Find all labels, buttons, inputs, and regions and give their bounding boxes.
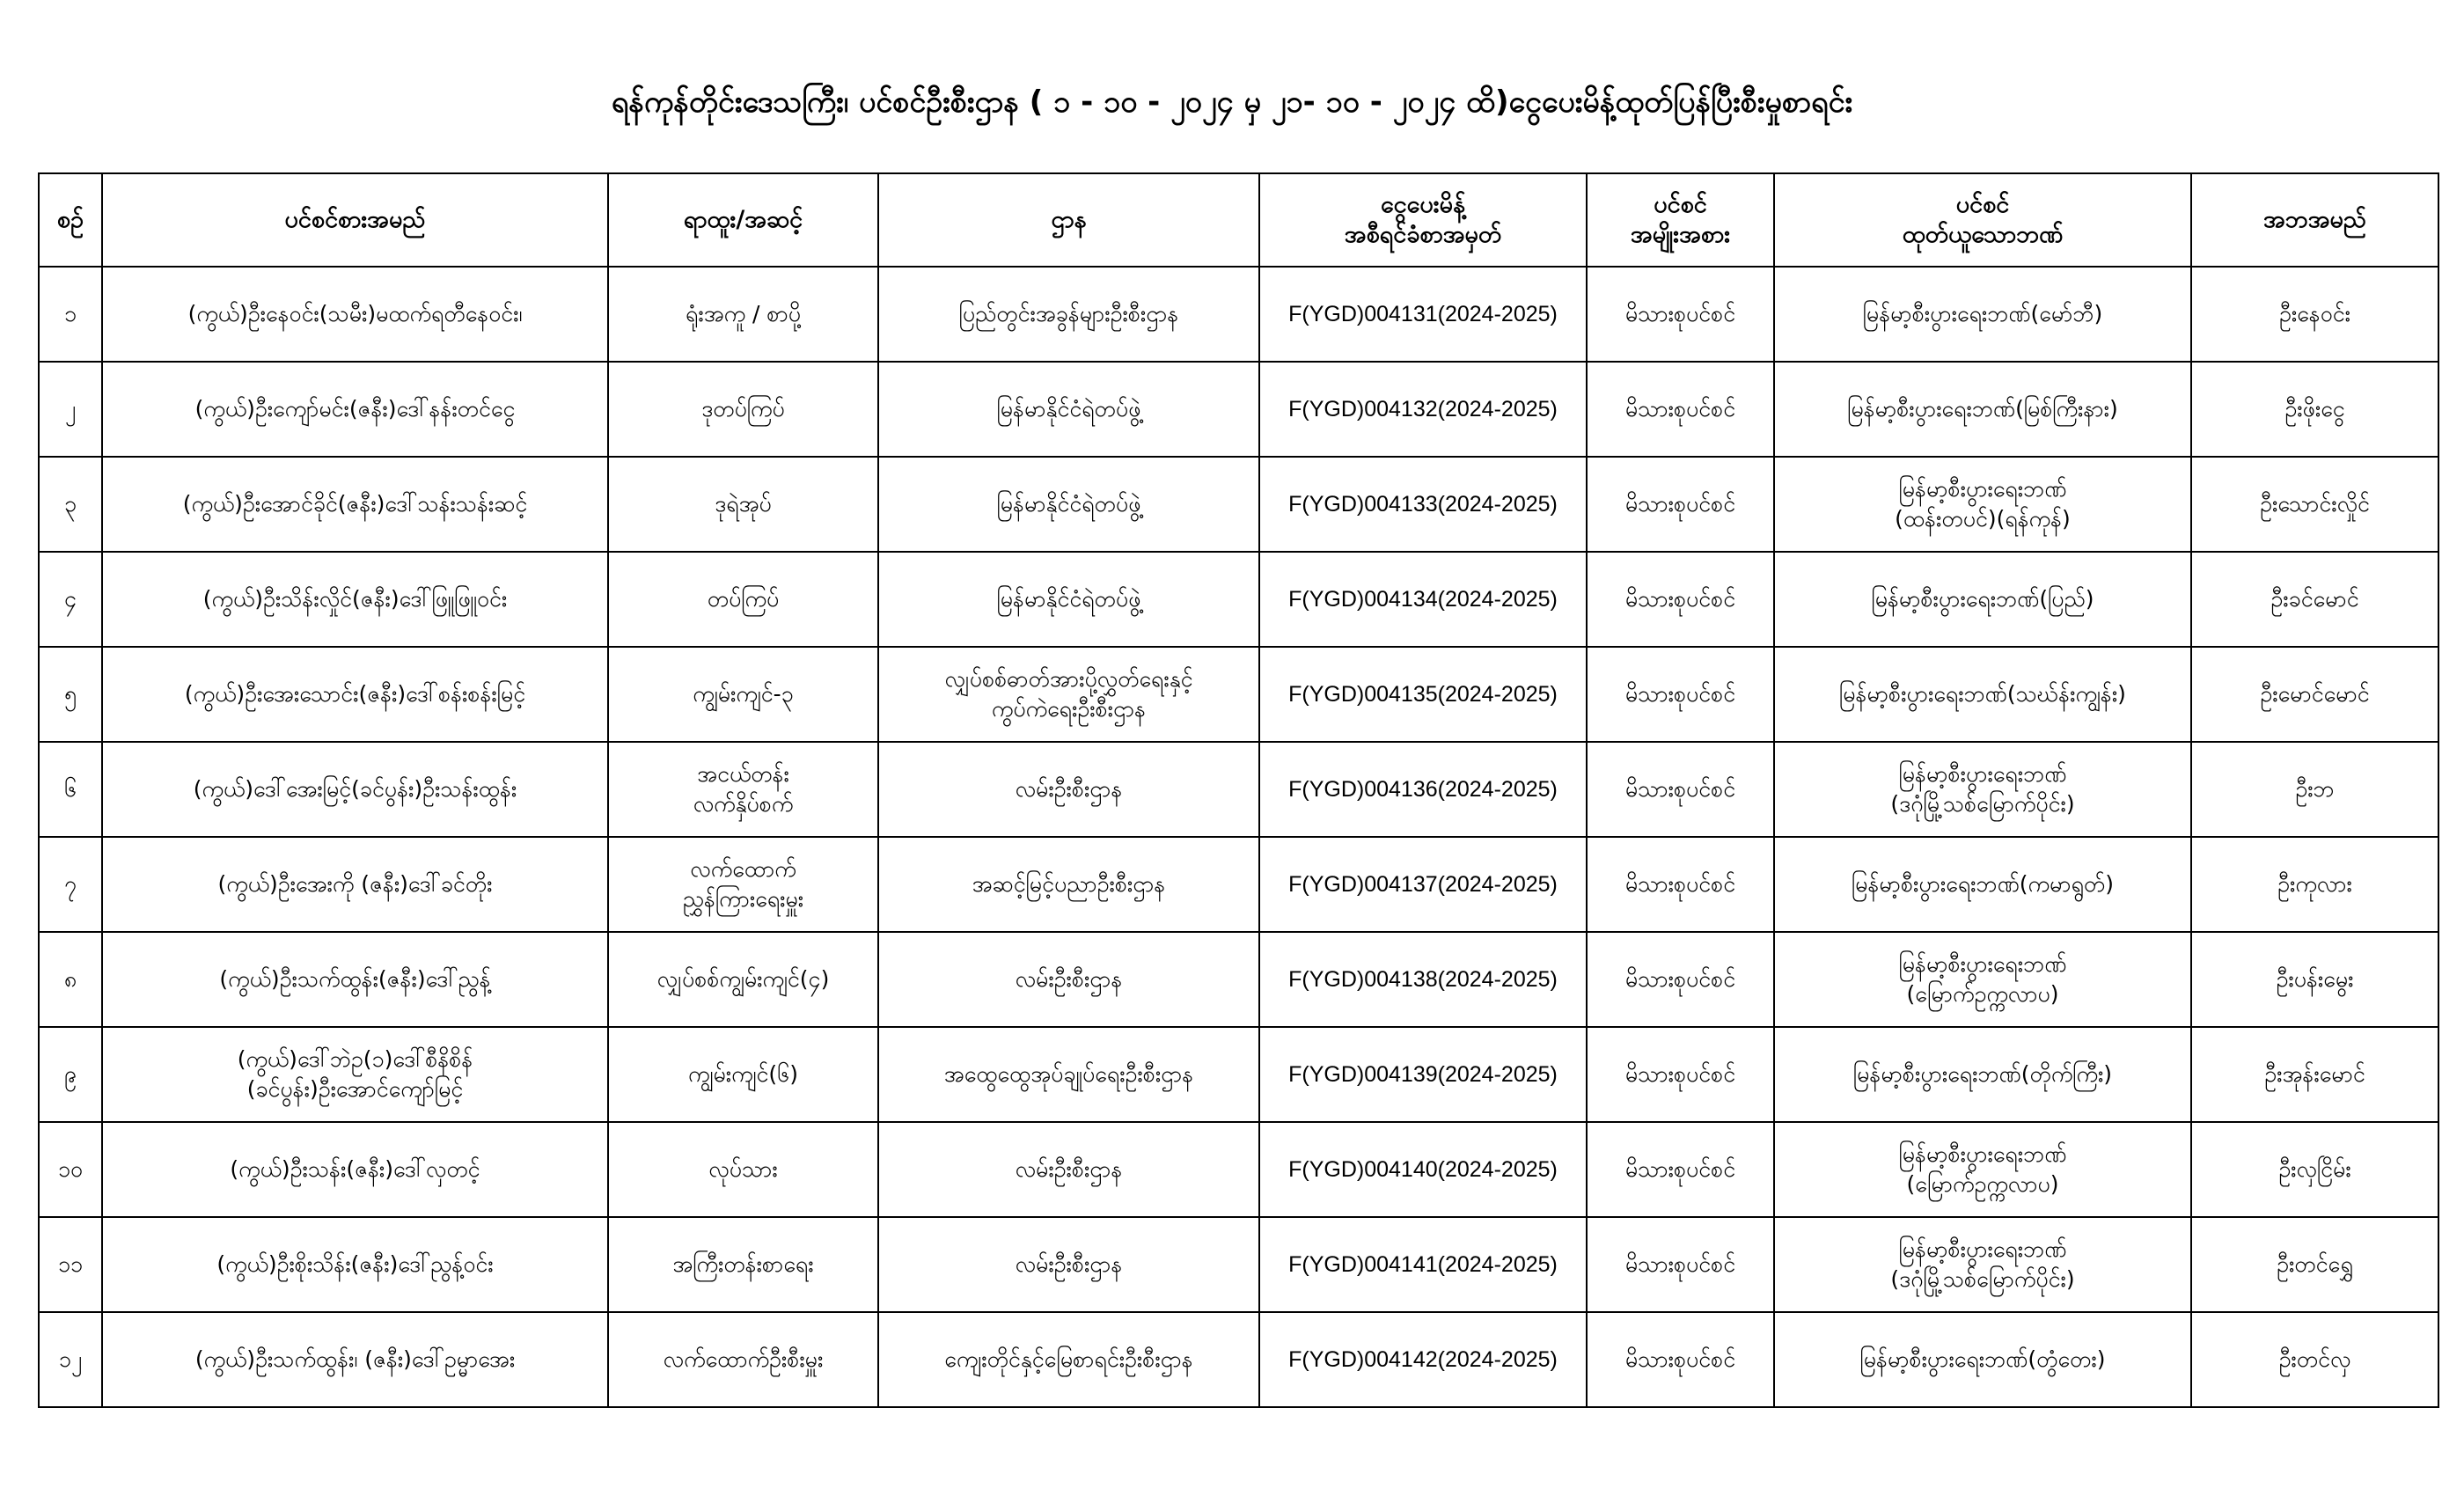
pensioner-name-cell [102,457,608,552]
department-cell [878,1122,1259,1217]
header-order-number-line2: အစီရင်ခံစာအမှတ် [1344,221,1502,248]
pensioner-name-cell [102,1122,608,1217]
department-cell-line1: လမ်းဦးစီးဌာန [1015,776,1123,802]
rank-cell [608,1217,878,1312]
bank-cell [1774,742,2191,837]
bank-cell-line2: (ထန်းတပင်)(ရန်ကုန်) [1895,506,2071,532]
department-cell [878,362,1259,457]
pension-type-cell [1587,837,1774,932]
serial-number-cell [39,1312,102,1407]
order-number-cell-line1: F(YGD)004141(2024-2025) [1288,1252,1558,1277]
bank-cell [1774,1217,2191,1312]
serial-number-cell-line1: ၁၂ [58,1346,83,1372]
serial-number-cell [39,267,102,362]
pension-type-cell [1587,1312,1774,1407]
department-cell [878,742,1259,837]
rank-cell [608,1312,878,1407]
serial-number-cell-line1: ၈ [63,966,77,992]
pension-type-cell [1587,362,1774,457]
department-cell-line1: မြန်မာနိုင်ငံရဲတပ်ဖွဲ့ [996,586,1141,612]
header-bank [1774,173,2191,267]
department-cell [878,837,1259,932]
serial-number-cell [39,1027,102,1122]
rank-cell [608,932,878,1027]
serial-number-cell-line1: ၉ [63,1061,77,1087]
bank-cell-line1: မြန်မာ့စီးပွားရေးဘဏ်(ပြည်) [1871,586,2094,612]
table-row [39,1312,2438,1407]
father-name-cell [2191,267,2438,362]
table-body [39,267,2438,1407]
header-bank-line1: ပင်စင် [1955,191,2010,218]
bank-cell-line2: (မြောက်ဥက္ကလာပ) [1906,1171,2059,1197]
rank-cell-line1: တပ်ကြပ် [707,586,780,612]
pensioner-name-cell [102,1027,608,1122]
pension-type-cell-line1: မိသားစုပင်စင် [1624,1251,1736,1277]
department-cell [878,1312,1259,1407]
department-cell [878,647,1259,742]
pensioner-name-cell [102,932,608,1027]
pensioner-name-cell [102,647,608,742]
rank-cell [608,1122,878,1217]
rank-cell-line2: လက်နှိပ်စက် [693,791,794,817]
bank-cell-line1: မြန်မာ့စီးပွားရေးဘဏ် [1898,951,2067,977]
pensioner-name-cell-line1: (ကွယ်)ဦးနေဝင်း(သမီး)မထက်ရတီနေဝင်း၊ [187,301,523,326]
order-number-cell-line1: F(YGD)004140(2024-2025) [1288,1157,1558,1182]
serial-number-cell-line1: ၁၀ [57,1156,84,1182]
serial-number-cell-line1: ၁၁ [57,1251,84,1277]
father-name-cell [2191,362,2438,457]
order-number-cell [1259,457,1587,552]
table-row [39,837,2438,932]
bank-cell-line2: (မြောက်ဥက္ကလာပ) [1906,981,2059,1007]
rank-cell [608,457,878,552]
father-name-cell-line1: ဦးနေဝင်း [2279,301,2350,326]
pension-type-cell-line1: မိသားစုပင်စင် [1624,396,1736,422]
pensioner-name-cell-line1: (ကွယ်)ဦးကျော်မင်း(ဇနီး)ဒေါ်နန်းတင်ငွေ [194,396,516,422]
father-name-cell-line1: ဦးလှငြိမ်း [2278,1156,2351,1182]
pensioner-name-cell-line1: (ကွယ်)ဦးသိန်းလှိုင်(ဇနီး)ဒေါ်ဖြူဖြူဝင်း [202,586,508,612]
header-department [878,173,1259,267]
order-number-cell-line1: F(YGD)004139(2024-2025) [1288,1062,1558,1087]
pension-type-cell-line1: မိသားစုပင်စင် [1624,1156,1736,1182]
header-order-number [1259,173,1587,267]
pension-type-cell [1587,1217,1774,1312]
father-name-cell-line1: ဦးတင်လှ [2278,1346,2351,1372]
serial-number-cell [39,1217,102,1312]
pension-type-cell [1587,647,1774,742]
order-number-cell-line1: F(YGD)004132(2024-2025) [1288,397,1558,422]
serial-number-cell [39,742,102,837]
department-cell-line2: ကွပ်ကဲရေးဦးစီးဌာန [991,696,1147,722]
pensioner-name-cell [102,267,608,362]
father-name-cell-line1: ဦးသောင်းလှိုင် [2260,491,2370,517]
order-number-cell [1259,647,1587,742]
pensioner-name-cell-line1: (ကွယ်)ဦးအေးကို (ဇနီး)ဒေါ်ခင်တိုး [217,871,493,897]
father-name-cell-line1: ဦးအုန်းမောင် [2264,1061,2365,1087]
pension-type-cell [1587,552,1774,647]
department-cell-line1: အဆင့်မြင့်ပညာဦးစီးဌာန [972,871,1166,897]
order-number-cell-line1: F(YGD)004134(2024-2025) [1288,587,1558,612]
header-serial-label: စဉ် [56,206,84,233]
header-department-label: ဌာန [1051,206,1087,233]
bank-cell-line1: မြန်မာ့စီးပွားရေးဘဏ်(မြစ်ကြီးနား) [1847,396,2118,422]
order-number-cell-line1: F(YGD)004138(2024-2025) [1288,967,1558,992]
order-number-cell [1259,742,1587,837]
header-pensioner-name [102,173,608,267]
department-cell-line1: အထွေထွေအုပ်ချုပ်ရေးဦးစီးဌာန [943,1061,1194,1087]
order-number-cell-line1: F(YGD)004131(2024-2025) [1288,302,1558,326]
father-name-cell [2191,552,2438,647]
serial-number-cell-line1: ၆ [63,776,77,802]
bank-cell-line1: မြန်မာ့စီးပွားရေးဘဏ်(တိုက်ကြီး) [1852,1061,2113,1087]
page-title: ရန်ကုန်တိုင်းဒေသကြီး၊ ပင်စင်ဦးစီးဌာန ( ၁ - ၁၀ - ၂၀၂၄ မှ ၂၁- ၁၀ - ၂၀၂၄ ထိ)ငွေပေးမိန့်ထုတ်ပြန်ပြီးစီးမှုစာရင်း [611,84,1853,120]
rank-cell [608,837,878,932]
department-cell [878,932,1259,1027]
pension-type-cell-line1: မိသားစုပင်စင် [1624,301,1736,326]
father-name-cell-line1: ဦးပန်းမွေး [2276,966,2354,992]
department-cell-line1: လမ်းဦးစီးဌာန [1015,966,1123,992]
pension-type-cell-line1: မိသားစုပင်စင် [1624,681,1736,707]
table-row [39,742,2438,837]
pension-type-cell [1587,267,1774,362]
department-cell [878,552,1259,647]
order-number-cell [1259,362,1587,457]
department-cell-line1: ပြည်တွင်းအခွန်များဦးစီးဌာန [958,301,1179,326]
pension-type-cell [1587,742,1774,837]
rank-cell-line1: ဒုတပ်ကြပ် [701,396,785,422]
serial-number-cell [39,362,102,457]
pension-type-cell-line1: မိသားစုပင်စင် [1624,586,1736,612]
department-cell-line1: လမ်းဦးစီးဌာန [1015,1251,1123,1277]
pensioner-name-cell-line2: (ခင်ပွန်း)ဦးအောင်ကျော်မြင့် [246,1076,464,1102]
department-cell-line1: ကျေးတိုင်နှင့်မြေစာရင်းဦးစီးဌာန [944,1346,1193,1372]
department-cell [878,1217,1259,1312]
pensioner-name-cell-line1: (ကွယ်)ဦးသက်ထွန်း၊ (ဇနီး)ဒေါ်ဥမ္မာအေး [194,1346,516,1372]
department-cell-line1: မြန်မာနိုင်ငံရဲတပ်ဖွဲ့ [996,396,1141,422]
order-number-cell [1259,932,1587,1027]
order-number-cell [1259,1122,1587,1217]
pensioner-name-cell-line1: (ကွယ်)ဦးစိုးသိန်း(ဇနီး)ဒေါ်ညွန့်ဝင်း [216,1251,494,1277]
table-header-row [39,173,2438,267]
father-name-cell [2191,1312,2438,1407]
pensioner-name-cell-line1: (ကွယ်)ဦးသက်ထွန်း(ဇနီး)ဒေါ်ညွန့် [219,966,491,992]
rank-cell-line1: လက်ထောက်ဦးစီးမှူး [663,1346,824,1372]
header-pension-type-line2: အမျိုးအစား [1630,221,1731,248]
bank-cell-line1: မြန်မာ့စီးပွားရေးဘဏ်(မော်ဘီ) [1862,301,2103,326]
bank-cell-line1: မြန်မာ့စီးပွားရေးဘဏ် [1898,1141,2067,1167]
order-number-cell [1259,1217,1587,1312]
rank-cell-line1: ဒုရဲအုပ် [715,491,772,517]
bank-cell [1774,267,2191,362]
bank-cell-line1: မြန်မာ့စီးပွားရေးဘဏ်(ကမာရွတ်) [1851,871,2115,897]
bank-cell-line1: မြန်မာ့စီးပွားရေးဘဏ် [1898,476,2067,502]
rank-cell-line1: အကြီးတန်းစာရေး [672,1251,814,1277]
table-row [39,552,2438,647]
pensioner-name-cell [102,837,608,932]
father-name-cell [2191,647,2438,742]
rank-cell [608,1027,878,1122]
pension-type-cell [1587,1027,1774,1122]
bank-cell [1774,647,2191,742]
table-row [39,457,2438,552]
header-pensioner-name-label: ပင်စင်စားအမည် [284,206,426,233]
rank-cell-line1: ကျွမ်းကျင်-၃ [693,681,794,707]
department-cell-line1: လမ်းဦးစီးဌာန [1015,1156,1123,1182]
header-rank-label: ရာထူး/အဆင့် [683,206,803,233]
bank-cell-line1: မြန်မာ့စီးပွားရေးဘဏ် [1898,1236,2067,1262]
bank-cell [1774,837,2191,932]
pension-type-cell [1587,932,1774,1027]
bank-cell-line2: (ဒဂုံမြို့သစ်မြောက်ပိုင်း) [1890,1266,2075,1292]
order-number-cell-line1: F(YGD)004133(2024-2025) [1288,492,1558,517]
rank-cell [608,742,878,837]
rank-cell [608,647,878,742]
header-rank [608,173,878,267]
father-name-cell [2191,932,2438,1027]
father-name-cell-line1: ဦးမောင်မောင် [2260,681,2370,707]
pensioner-name-cell [102,362,608,457]
father-name-cell-line1: ဦးဖိုးငွေ [2284,396,2345,422]
order-number-cell [1259,267,1587,362]
department-cell [878,1027,1259,1122]
order-number-cell-line1: F(YGD)004137(2024-2025) [1288,872,1558,897]
father-name-cell [2191,837,2438,932]
bank-cell-line1: မြန်မာ့စီးပွားရေးဘဏ်(သဃ်န်းကျွန်း) [1839,681,2126,707]
serial-number-cell [39,552,102,647]
order-number-cell [1259,1312,1587,1407]
pension-type-cell [1587,457,1774,552]
order-number-cell-line1: F(YGD)004142(2024-2025) [1288,1347,1558,1372]
rank-cell [608,362,878,457]
pension-type-cell-line1: မိသားစုပင်စင် [1624,776,1736,802]
rank-cell-line1: လျှပ်စစ်ကျွမ်းကျင်(၄) [656,966,830,992]
header-father-name [2191,173,2438,267]
table-row [39,267,2438,362]
table-row [39,1027,2438,1122]
pension-type-cell-line1: မိသားစုပင်စင် [1624,966,1736,992]
pensioner-name-cell [102,1217,608,1312]
rank-cell [608,267,878,362]
header-serial [39,173,102,267]
serial-number-cell-line1: ၃ [63,491,77,517]
rank-cell [608,552,878,647]
serial-number-cell [39,932,102,1027]
table-row [39,932,2438,1027]
rank-cell-line1: လက်ထောက် [690,856,796,882]
pensioner-name-cell-line1: (ကွယ်)ဦးသန်း(ဇနီး)ဒေါ်လှတင့် [230,1156,480,1182]
rank-cell-line2: ညွှန်ကြားရေးမှူး [682,886,804,912]
table-row [39,1122,2438,1217]
serial-number-cell [39,647,102,742]
header-father-name-label: အဘအမည် [2262,206,2367,233]
father-name-cell [2191,1217,2438,1312]
pensioner-name-cell-line1: (ကွယ်)ဒေါ်အေးမြင့်(ခင်ပွန်း)ဦးသန်းထွန်း [193,776,517,802]
order-number-cell-line1: F(YGD)004136(2024-2025) [1288,777,1558,802]
rank-cell-line1: ရုံးအကူ / စာပို့ [685,301,802,326]
rank-cell-line1: ကျွမ်းကျင်(၆) [688,1061,798,1087]
order-number-cell [1259,552,1587,647]
header-bank-line2: ထုတ်ယူသောဘဏ် [1902,221,2064,248]
serial-number-cell-line1: ၅ [63,681,77,707]
father-name-cell [2191,742,2438,837]
header-pension-type [1587,173,1774,267]
rank-cell-line1: အငယ်တန်း [697,761,789,787]
table-row [39,1217,2438,1312]
pensioner-name-cell-line1: (ကွယ်)ဒေါ်ဘဲဥ(၁)ဒေါ်စီနိစိန် [237,1046,473,1072]
serial-number-cell [39,837,102,932]
father-name-cell-line1: ဦးကုလား [2277,871,2352,897]
header-order-number-line1: ငွေပေးမိန့် [1381,191,1465,218]
pensioner-name-cell [102,742,608,837]
father-name-cell [2191,1122,2438,1217]
pension-type-cell-line1: မိသားစုပင်စင် [1624,871,1736,897]
pensioner-name-cell [102,1312,608,1407]
bank-cell-line2: (ဒဂုံမြို့သစ်မြောက်ပိုင်း) [1890,791,2075,817]
father-name-cell-line1: ဦးခင်မောင် [2270,586,2359,612]
bank-cell [1774,1122,2191,1217]
bank-cell [1774,362,2191,457]
serial-number-cell-line1: ၁ [63,301,77,326]
pension-type-cell-line1: မိသားစုပင်စင် [1624,491,1736,517]
bank-cell [1774,1312,2191,1407]
table-row [39,362,2438,457]
bank-cell [1774,552,2191,647]
serial-number-cell-line1: ၄ [63,586,77,612]
father-name-cell [2191,457,2438,552]
pensioner-name-cell-line1: (ကွယ်)ဦးအောင်ခိုင်(ဇနီး)ဒေါ်သန်းသန်းဆင့် [182,491,528,517]
bank-cell [1774,932,2191,1027]
serial-number-cell-line1: ၇ [63,871,77,897]
father-name-cell-line1: ဦးတင်ရွှေ [2277,1251,2353,1277]
table-row [39,647,2438,742]
bank-cell-line1: မြန်မာ့စီးပွားရေးဘဏ်(တွံတေး) [1859,1346,2106,1372]
rank-cell-line1: လုပ်သား [708,1156,778,1182]
pensioner-name-cell [102,552,608,647]
serial-number-cell [39,457,102,552]
department-cell-line1: မြန်မာနိုင်ငံရဲတပ်ဖွဲ့ [996,491,1141,517]
department-cell [878,267,1259,362]
department-cell-line1: လျှပ်စစ်ဓာတ်အားပို့လွှတ်ရေးနှင့် [944,666,1193,692]
department-cell [878,457,1259,552]
serial-number-cell [39,1122,102,1217]
bank-cell [1774,1027,2191,1122]
bank-cell [1774,457,2191,552]
father-name-cell [2191,1027,2438,1122]
pension-type-cell-line1: မိသားစုပင်စင် [1624,1061,1736,1087]
order-number-cell-line1: F(YGD)004135(2024-2025) [1288,682,1558,707]
pension-register-table [38,172,2439,1408]
pensioner-name-cell-line1: (ကွယ်)ဦးအေးသောင်း(ဇနီး)ဒေါ်စန်းစန်းမြင့် [184,681,526,707]
father-name-cell-line1: ဦးဘ [2295,776,2335,802]
pension-type-cell-line1: မိသားစုပင်စင် [1624,1346,1736,1372]
order-number-cell [1259,837,1587,932]
header-pension-type-line1: ပင်စင် [1654,191,1707,218]
pension-type-cell [1587,1122,1774,1217]
order-number-cell [1259,1027,1587,1122]
bank-cell-line1: မြန်မာ့စီးပွားရေးဘဏ် [1898,761,2067,787]
serial-number-cell-line1: ၂ [64,396,77,422]
